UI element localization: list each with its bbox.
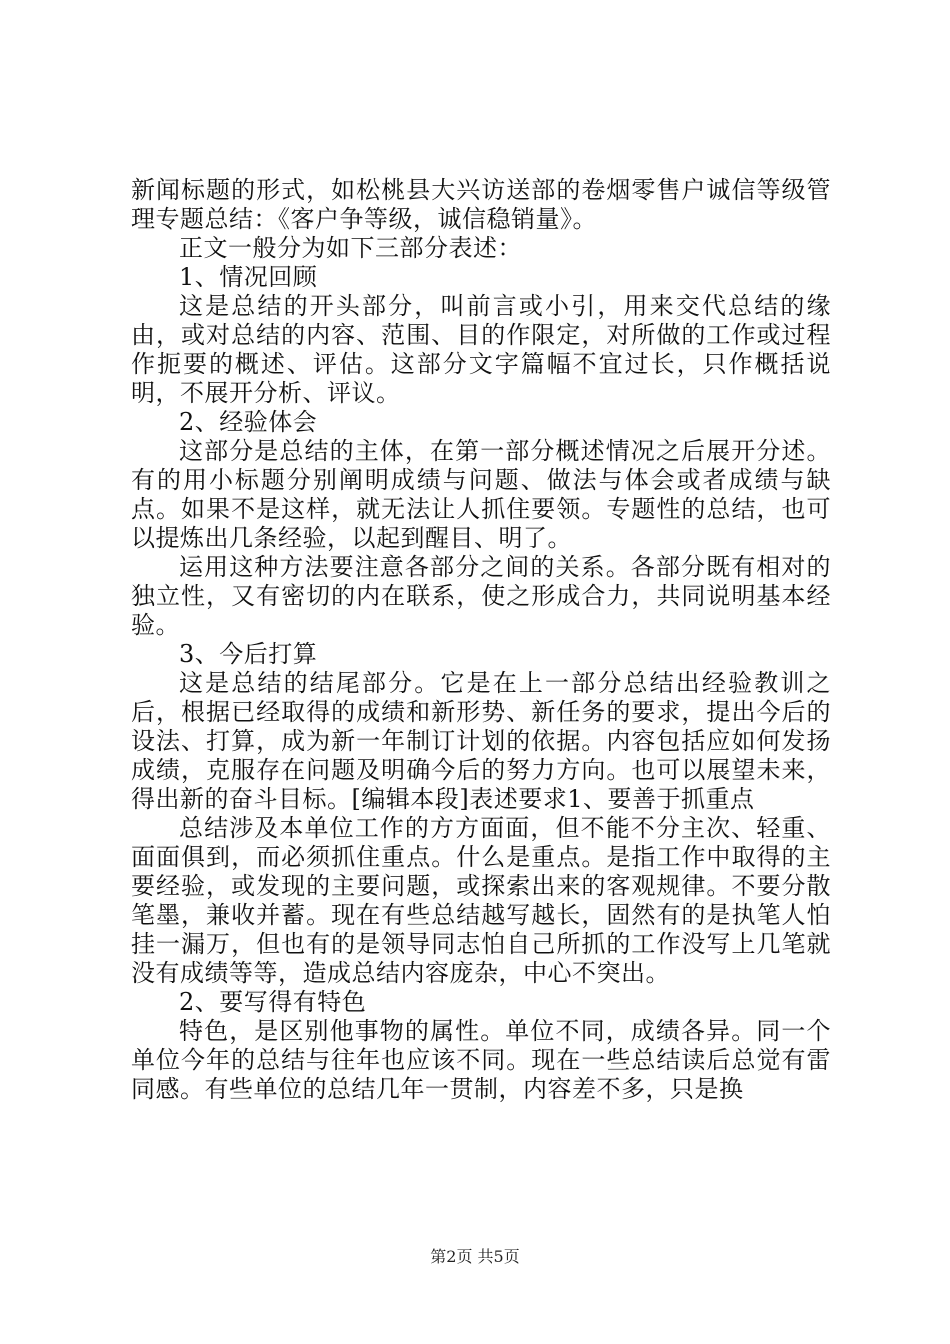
paragraph: 特色，是区别他事物的属性。单位不同，成绩各异。同一个单位今年的总结与往年也应该不同。现在一些总结读后总觉有雷同感。有些单位的总结几年一贯制，内容差不多，只是换	[131, 1017, 831, 1103]
section-heading: 2、经验体会	[179, 408, 318, 436]
paragraph: 这是总结的开头部分，叫前言或小引，用来交代总结的缘由，或对总结的内容、范围、目的作限定，对所做的工作或过程作扼要的概述、评估。这部分文字篇幅不宜过长，只作概括说明，不展开分析、评议。	[131, 292, 831, 407]
paragraph: 新闻标题的形式，如松桃县大兴访送部的卷烟零售户诚信等级管理专题总结：《客户争等级，诚信稳销量》。	[131, 176, 831, 233]
paragraph: 正文一般分为如下三部分表述：	[179, 234, 522, 262]
paragraph: 这部分是总结的主体，在第一部分概述情况之后展开分述。有的用小标题分别阐明成绩与问题、做法与体会或者成绩与缺点。如果不是这样，就无法让人抓住要领。专题性的总结，也可以提炼出几条经验，以起到醒目、明了。	[131, 437, 831, 552]
document-body	[131, 176, 831, 1104]
paragraph: 运用这种方法要注意各部分之间的关系。各部分既有相对的独立性，又有密切的内在联系，使之形成合力，共同说明基本经验。	[131, 553, 831, 639]
paragraph: 这是总结的结尾部分。它是在上一部分总结出经验教训之后，根据已经取得的成绩和新形势、新任务的要求，提出今后的设法、打算，成为新一年制订计划的依据。内容包括应如何发扬成绩，克服存在问题及明确今后的努力方向。也可以展望未来，得出新的奋斗目标。[编辑本段]表述要求1、要善于抓重点	[131, 669, 831, 813]
page-number-footer: 第2页 共5页	[430, 1247, 520, 1266]
section-heading: 1、情况回顾	[179, 263, 318, 291]
section-heading: 2、要写得有特色	[179, 988, 367, 1016]
paragraph: 总结涉及本单位工作的方方面面，但不能不分主次、轻重、面面俱到，而必须抓住重点。什么是重点。是指工作中取得的主要经验，或发现的主要问题，或探索出来的客观规律。不要分散笔墨，兼收并蓄。现在有些总结越写越长，固然有的是执笔人怕挂一漏万，但也有的是领导同志怕自己所抓的工作没写上几笔就没有成绩等等，造成总结内容庞杂，中心不突出。	[131, 814, 831, 987]
section-heading: 3、今后打算	[179, 640, 318, 668]
